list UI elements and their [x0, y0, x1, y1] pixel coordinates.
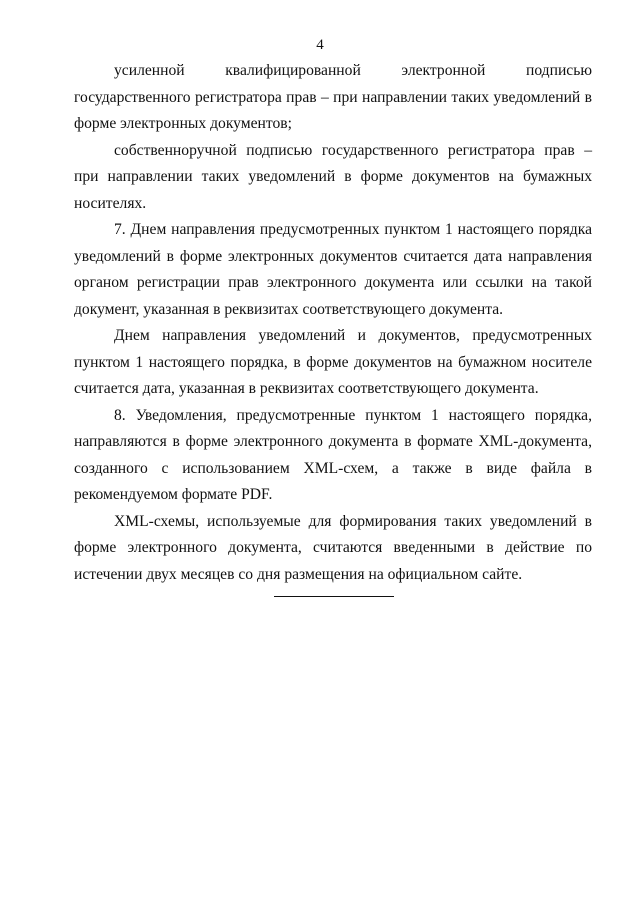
paragraph-signature-handwritten: собственноручной подписью государственного регистратора прав – при направлении таких уведомлений в форме документов на бумажных носителях. — [74, 141, 592, 212]
paragraph-signature-electronic: усиленной квалифицированной электронной подписью государственного регистратора прав – при направлении таких уведомлений в форме электронных документов; — [74, 62, 592, 132]
paragraph-xml-schemas: XML-схемы, используемые для формирования таких уведомлений в форме электронного документа, считаются введенными в действие по истечении двух месяцев со дня размещения на официальном сайте. — [74, 512, 592, 583]
paragraph-paper-date: Днем направления уведомлений и документов, предусмотренных пунктом 1 настоящего порядка, в форме документов на бумажном носителе считается дата, указанная в реквизитах соответствующего документа. — [74, 327, 592, 397]
end-separator-line — [274, 596, 394, 597]
paragraph-item-8: 8. Уведомления, предусмотренные пунктом 1 настоящего порядка, направляются в форме электронного документа в формате XML-документа, созданного с использованием XML-схем, а также в виде файла в рекомендуемом формате PDF. — [74, 406, 592, 503]
page-number: 4 — [316, 37, 324, 53]
paragraph-item-7: 7. Днем направления предусмотренных пунктом 1 настоящего порядка уведомлений в форме электронных документов считается дата направления органом регистрации прав электронного документа или ссылки на такой документ, указанная в реквизитах соответствующего документа. — [74, 221, 592, 318]
document-body — [74, 58, 592, 588]
